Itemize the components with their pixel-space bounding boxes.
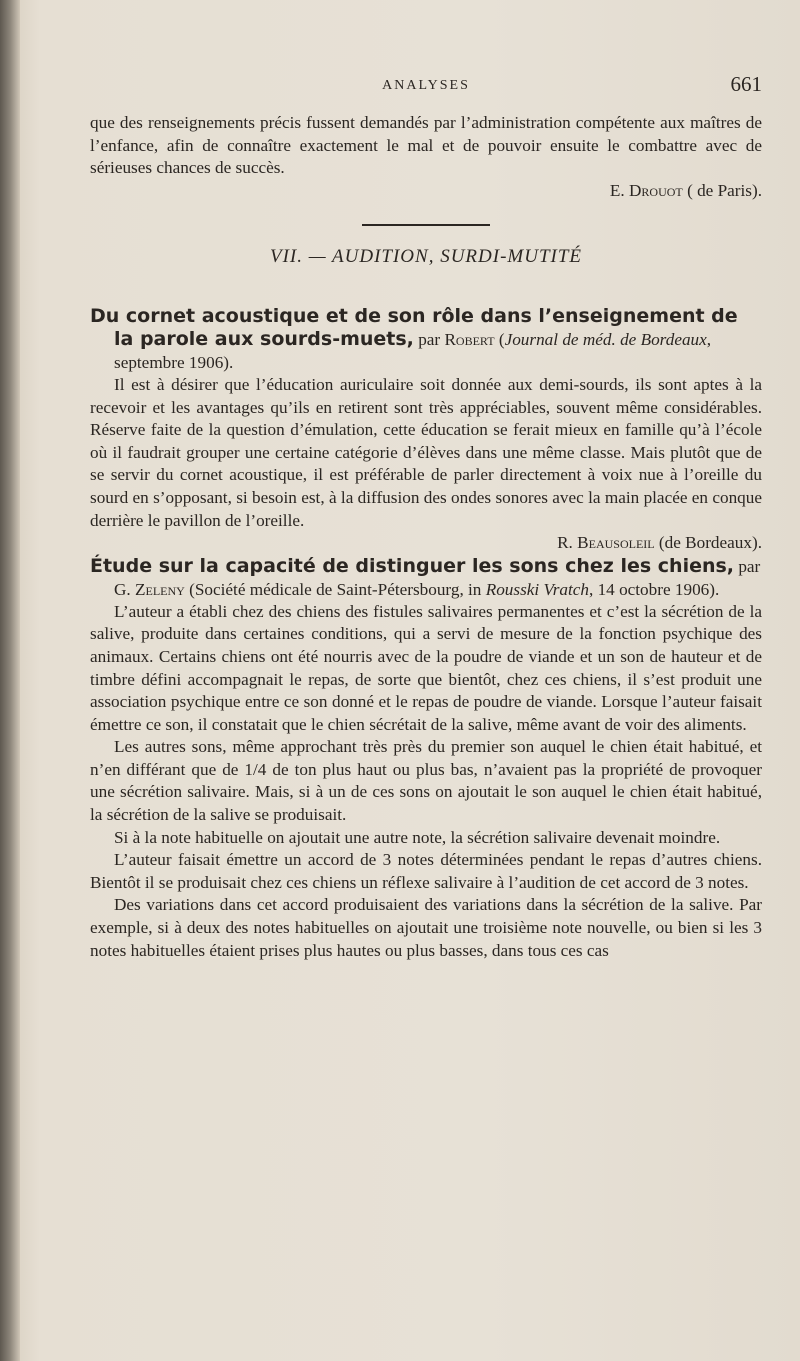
article1-author: Robert: [444, 329, 495, 349]
article1-body: Il est à désirer que l’éducation auriculaire soit donnée aux demi-sourds, ils sont aptes à la recevoir et les avantages qu’ils en retirent sont très appréciables, souvent même considérables. Réserve faite de la question d’émulation, cette éducation se ferait mieux en famille qu’à l’école où il faudrait grouper une certaine catégorie d’élèves dans une même classe. Mais plutôt que de se servir du cornet acoustique, il est préférable de parler directement à voix nue à l’oreille du sourd en s’opposant, si besoin est, à la diffusion des ondes sonores avec la main placée en conque derrière le pavillon de l’oreille.: [90, 374, 762, 530]
running-head: ANALYSES: [382, 78, 470, 93]
article2-author: Zeleny: [135, 579, 185, 599]
carryover-text: que des renseignements précis fussent demandés par l’administration compétente aux maîtres de l’enfance, afin de connaître exactement le mal et de pouvoir ensuite le combattre avec de sérieuses chances de succès.: [90, 113, 762, 178]
page-content: [90, 112, 762, 962]
article1-signature-location: (de Bordeaux).: [658, 533, 762, 553]
page-header: [90, 72, 762, 102]
carryover-location: ( de Paris).: [687, 180, 762, 200]
article1-heading: [90, 305, 762, 374]
article2-heading: [90, 555, 762, 601]
article2-journal: Rousski Vratch: [485, 579, 589, 599]
article1-by: par: [418, 329, 441, 349]
article1-journal-open: (: [498, 329, 505, 349]
carryover-signature: [90, 180, 762, 203]
article2-paragraph-5: Des variations dans cet accord produisaient des variations dans la sécrétion de la salive. Par exemple, si à deux des notes habituelles on ajoutait une troisième note nouvelle, ou bien si les 3 notes habituelles étaient prises plus hautes ou plus basses, dans tous ces cas: [90, 895, 762, 960]
article2-paragraph-2: Les autres sons, même approchant très près du premier son auquel le chien était habitué, et n’en différant que de 1/4 de ton plus haut ou plus bas, n’avaient pas la propriété de provoquer une sécrétion salivaire. Mais, si à un de ces sons on ajoutait le son auquel le chien était habitué, la sécrétion de la salive se produisait.: [90, 737, 762, 825]
section-title: VII. — AUDITION, SURDI-MUTITÉ: [269, 246, 583, 268]
article1-signature: [90, 532, 762, 555]
article2-paragraph-3: Si à la note habituelle on ajoutait une autre note, la sécrétion salivaire devenait moindre.: [114, 827, 721, 847]
article1-journal: Journal de méd. de Bordeaux: [504, 329, 707, 349]
article2-source-pre: (Société médicale de Saint-Pétersbourg, in: [189, 579, 482, 599]
article2-title: Étude sur la capacité de distinguer les sons chez les chiens,: [90, 554, 735, 577]
page-number: 661: [730, 72, 762, 96]
article2-source-post: , 14 octobre 1906).: [588, 579, 720, 599]
page-binding-shadow: [0, 0, 20, 1361]
article2-paragraph-4: L’auteur faisait émettre un accord de 3 notes déterminées pendant le repas d’autres chiens. Bientôt il se produisait chez ces chiens un réflexe salivaire à l’audition de cet accord de 3 notes.: [90, 850, 762, 892]
article1-signature-author: R. Beausoleil: [557, 533, 655, 553]
article2-by: par G.: [114, 556, 761, 599]
carryover-paragraph: [90, 112, 762, 180]
section-divider: [362, 224, 490, 226]
article1-journal-rest: , septembre 1906).: [114, 329, 712, 372]
article1-title: Du cornet acoustique et de son rôle dans l’enseignement de la parole aux sourds-muets,: [90, 304, 738, 350]
carryover-author: E. Drouot: [609, 180, 683, 200]
article2-paragraph-1: L’auteur a établi chez des chiens des fistules salivaires permanentes et c’est la sécrétion de la salive, produite dans certaines conditions, qui a servi de mesure de la fonction psychique des animaux. Certains chiens ont été nourris avec de la poudre de viande et un son de hauteur et de timbre défini accompagnait le repas, de sorte que bientôt, chez ces chiens, il s’est produit une association psychique entre ce son donné et le repas de poudre de viande. Lorsque l’auteur faisait émettre ce son, il constatait que le chien sécrétait de la salive, même avant de voir des aliments.: [90, 601, 762, 734]
